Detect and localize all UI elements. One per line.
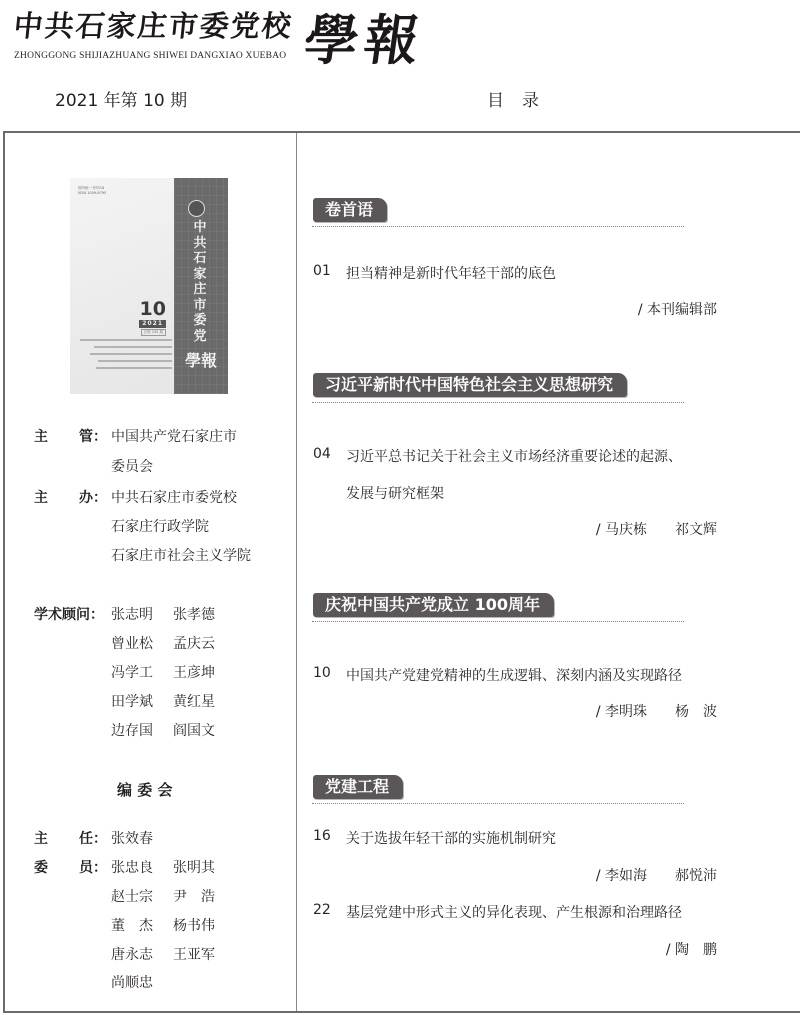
cover-year: 2021 <box>139 320 166 328</box>
toc-entry-author: / 本刊编辑部 <box>637 302 717 318</box>
director-label-a: 主 <box>34 831 48 847</box>
advisor-name: 张孝德 <box>173 607 215 623</box>
toc-entry-page: 01 <box>313 263 331 279</box>
toc-entry-page: 10 <box>313 665 331 681</box>
cover-index-lines <box>76 339 172 374</box>
toc-entry-title[interactable]: 中国共产党建党精神的生成逻辑、深刻内涵及实现路径 <box>346 668 682 684</box>
advisor-name: 黄红星 <box>173 694 215 710</box>
cover-front-panel <box>70 178 174 394</box>
supervisor-label-b: 管： <box>79 429 107 445</box>
cover-image <box>70 178 228 394</box>
column-divider <box>296 133 297 1013</box>
supervisor-line: 委员会 <box>111 459 153 475</box>
sponsor-label-b: 办： <box>79 490 107 506</box>
member-name: 唐永志 <box>111 947 153 963</box>
journal-masthead-xuebao: 學報 <box>300 8 430 72</box>
member-name: 尹 浩 <box>173 889 215 905</box>
toc-entry-page: 22 <box>313 902 331 918</box>
section-tag-xi-thought: 习近平新时代中国特色社会主义思想研究 <box>313 373 627 397</box>
member-name: 张明其 <box>173 860 215 876</box>
member-name: 杨书伟 <box>173 918 215 934</box>
toc-entry-author: / 李明珠 杨 波 <box>595 704 717 720</box>
advisor-name: 曾业松 <box>111 636 153 652</box>
supervisor-line: 中国共产党石家庄市 <box>111 429 237 445</box>
sponsor-line: 石家庄行政学院 <box>111 519 209 535</box>
journal-masthead-pinyin: ZHONGGONG SHIJIAZHUANG SHIWEI DANGXIAO XUEBAO <box>14 51 287 61</box>
section-tag-cpc-centenary: 庆祝中国共产党成立 100周年 <box>313 593 554 617</box>
director-label-b: 任： <box>79 831 107 847</box>
members-label-b: 员： <box>79 860 107 876</box>
member-name: 赵士宗 <box>111 889 153 905</box>
advisor-name: 阎国文 <box>173 723 215 739</box>
toc-entry-title[interactable]: 习近平总书记关于社会主义市场经济重要论述的起源、 <box>346 449 682 465</box>
toc-entry-author: / 李如海 郝悦沛 <box>595 868 717 884</box>
left-border <box>3 131 5 1013</box>
member-name: 尚顺忠 <box>111 975 153 991</box>
section-tag-preface: 卷首语 <box>313 198 387 222</box>
sponsor-label-a: 主 <box>34 490 48 506</box>
cover-vertical-title: 中 共 石 家 庄 市 委 党 <box>193 220 207 344</box>
top-rule <box>3 131 800 133</box>
committee-heading: 编 委 会 <box>117 781 173 799</box>
toc-entry-page: 16 <box>313 828 331 844</box>
issue-label: 2021 年第 10 期 <box>55 91 188 111</box>
cover-issn: 国内统一刊号CN ISSN 1009-6795 <box>78 186 107 195</box>
member-name: 张忠良 <box>111 860 153 876</box>
toc-entry-page: 04 <box>313 446 331 462</box>
section-tag-party-building: 党建工程 <box>313 775 403 799</box>
cover-issue-number: 10 <box>139 298 166 320</box>
advisor-name: 张志明 <box>111 607 153 623</box>
toc-entry-title[interactable]: 担当精神是新时代年轻干部的底色 <box>346 266 556 282</box>
toc-entry-author: / 马庆栋 祁文辉 <box>595 522 717 538</box>
member-name: 王亚军 <box>173 947 215 963</box>
toc-title: 目录 <box>487 91 557 111</box>
toc-entry-author: / 陶 鹏 <box>665 942 717 958</box>
cover-xuebao: 學報 <box>184 351 217 370</box>
section-divider <box>312 226 684 227</box>
section-divider <box>312 803 684 804</box>
director-name: 张效春 <box>111 831 153 847</box>
toc-entry-title[interactable]: 基层党建中形式主义的异化表现、产生根源和治理路径 <box>346 905 682 921</box>
bottom-rule <box>3 1011 800 1013</box>
sponsor-line: 石家庄市社会主义学院 <box>111 548 251 564</box>
toc-entry-title[interactable]: 关于选拔年轻干部的实施机制研究 <box>346 831 556 847</box>
advisor-name: 田学斌 <box>111 694 153 710</box>
school-emblem-icon <box>188 200 205 217</box>
advisor-name: 王彦坤 <box>173 665 215 681</box>
cover-subline: 总第 245 期 <box>141 329 166 336</box>
advisor-name: 冯学工 <box>111 665 153 681</box>
journal-masthead-title: 中共石家庄市委党校 <box>12 9 295 43</box>
member-name: 董 杰 <box>111 918 153 934</box>
toc-entry-title-cont[interactable]: 发展与研究框架 <box>346 486 444 502</box>
advisor-name: 孟庆云 <box>173 636 215 652</box>
section-divider <box>312 402 684 403</box>
supervisor-label-a: 主 <box>34 429 48 445</box>
advisor-name: 边存国 <box>111 723 153 739</box>
section-divider <box>312 621 684 622</box>
members-label-a: 委 <box>34 860 48 876</box>
advisors-label: 学术顾问： <box>34 607 104 623</box>
sponsor-line: 中共石家庄市委党校 <box>111 490 237 506</box>
